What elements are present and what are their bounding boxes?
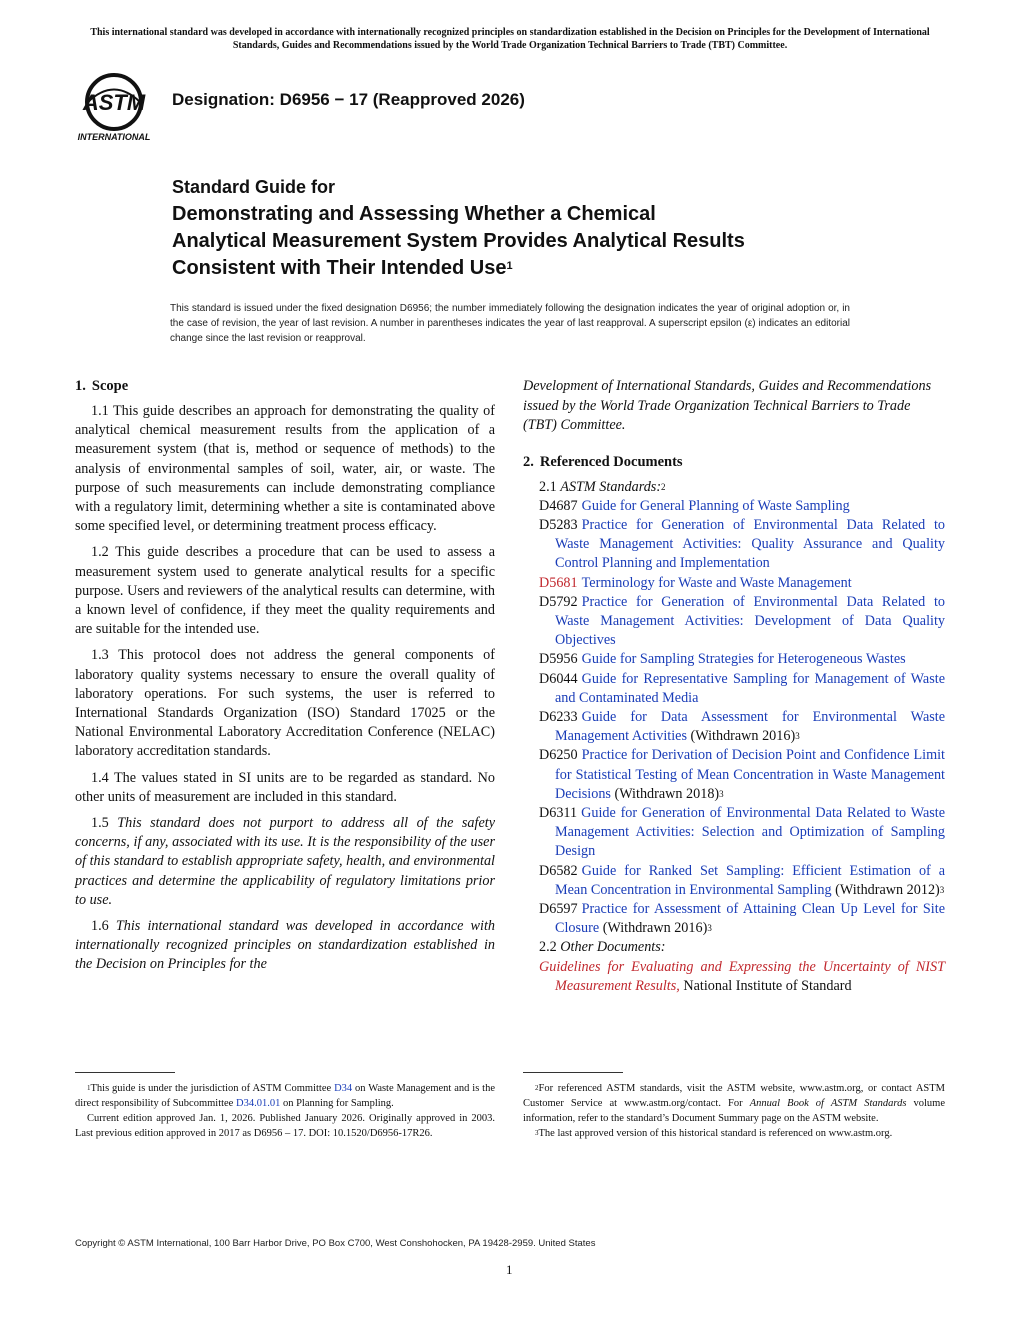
standard-link-d6044[interactable]: Guide for Representative Sampling for Management of Waste and Contaminated Media bbox=[555, 670, 945, 706]
title-line-3: Analytical Measurement System Provides Analytical Results bbox=[172, 230, 745, 252]
standard-item-d6044: D6044 Guide for Representative Sampling for Management of Waste and Contaminated Media bbox=[539, 670, 945, 706]
scope-para-1-6: 1.6 This international standard was developed in accordance with internationally recognized principles on standardization established in the Decision on Principles for the bbox=[75, 918, 495, 973]
scope-heading: 1. Scope bbox=[75, 378, 129, 394]
committee-d34-link[interactable]: D34 bbox=[334, 1083, 353, 1094]
title-line-1: Standard Guide for bbox=[172, 177, 336, 197]
standard-link-d6311[interactable]: Guide for Generation of Environmental Data Related to Waste Management Activities: Selection and Optimization of Sampling Design bbox=[555, 804, 945, 860]
footnote-rule-right bbox=[523, 1072, 623, 1073]
scope-para-1-2: 1.2 This guide describes a procedure that can be used to assess a measurement system used to generate analytical results for a specific purpose. Users and reviewers of the analytical results can determine, with a known level of confidence, if they meet the quality requirements and are suitable for the intended use. bbox=[75, 544, 495, 638]
standard-item-d5681: D5681 Terminology for Waste and Waste Management bbox=[539, 574, 852, 591]
document-title bbox=[172, 174, 932, 282]
scope-para-1-3: 1.3 This protocol does not address the general components of laboratory quality systems necessary to ensure the overall quality of laboratory operations. For such systems, the user is referred to International Standards Organization (ISO) Standard 17025 or the National Environmental Laboratory Accreditation Conference (NELAC) laboratory accreditation standards. bbox=[75, 647, 495, 760]
footnote-edition: Current edition approved Jan. 1, 2026. Published January 2026. Originally approved in 2003. Last previous edition approved in 2017 as D6956 – 17. DOI: 10.1520/D6956-17R26. bbox=[75, 1113, 495, 1139]
standard-item-d5792: D5792 Practice for Generation of Environmental Data Related to Waste Management Activities: Development of Data Quality Objectives bbox=[539, 593, 945, 649]
standard-link-d6233[interactable]: Guide for Data Assessment for Environmental Waste Management Activities bbox=[555, 708, 945, 745]
standard-item-d6582: D6582 Guide for Ranked Set Sampling: Efficient Estimation of a Mean Concentration in Environmental Sampling (Withdrawn 2012)$^3$ bbox=[539, 862, 945, 898]
scope-continuation: Development of International Standards, Guides and Recommendations issued by the World Trade Organization Technical Barriers to Trade (TBT) Committee. bbox=[523, 378, 932, 433]
standard-item-d6250: D6250 Practice for Derivation of Decision Point and Confidence Limit for Statistical Testing of Mean Concentration in Waste Management Decisions (Withdrawn 2018)$^3$ bbox=[539, 747, 945, 802]
standard-link-d5283[interactable]: Practice for Generation of Environmental Data Related to Waste Management Activities: Quality Assurance and Quality Control Planning and Implementation bbox=[555, 516, 945, 572]
footnote-3: $^3$The last approved version of this historical standard is referenced on www.astm.org. bbox=[535, 1128, 893, 1139]
standard-link-d6582[interactable]: Guide for Ranked Set Sampling: Efficient Estimation of a Mean Concentration in Environmental Sampling bbox=[555, 862, 945, 898]
standard-item-d5283: D5283 Practice for Generation of Environmental Data Related to Waste Management Activities: Quality Assurance and Quality Control Planning and Implementation bbox=[539, 516, 945, 572]
standard-link-d5792[interactable]: Practice for Generation of Environmental Data Related to Waste Management Activities: Development of Data Quality Objectives bbox=[555, 593, 945, 649]
standard-item-d5956: D5956 Guide for Sampling Strategies for Heterogeneous Wastes bbox=[539, 651, 906, 668]
other-documents-label: 2.2 Other Documents: bbox=[539, 939, 666, 956]
standard-link-d5956[interactable]: Guide for Sampling Strategies for Heterogeneous Wastes bbox=[581, 651, 906, 668]
logo-subtext: INTERNATIONAL bbox=[77, 132, 151, 142]
scope-para-1-4: 1.4 The values stated in SI units are to be regarded as standard. No other units of measurement are included in this standard. bbox=[75, 769, 495, 805]
standard-item-d6597: D6597 Practice for Assessment of Attaining Clean Up Level for Site Closure (Withdrawn 2016)$^3$ bbox=[539, 900, 945, 937]
astm-standards-label: 2.1 ASTM Standards:$^2$ bbox=[539, 478, 666, 495]
footnote-1: $^1$This guide is under the jurisdiction of ASTM Committee D34 on Waste Management and is the direct responsibility of Subcommittee D34.01.01 on Planning for Sampling. bbox=[75, 1083, 495, 1109]
other-document-item: Guidelines for Evaluating and Expressing the Uncertainty of NIST Measurement Results, National Institute of Standard bbox=[539, 958, 945, 994]
title-line-2: Demonstrating and Assessing Whether a Chemical bbox=[172, 203, 656, 225]
subcommittee-d34-01-01-link[interactable]: D34.01.01 bbox=[235, 1098, 281, 1109]
standard-item-d6311: D6311 Guide for Generation of Environmental Data Related to Waste Management Activities: Selection and Optimization of Sampling Design bbox=[539, 804, 945, 860]
footnotes-left bbox=[75, 1081, 495, 1141]
standards-list bbox=[523, 497, 945, 939]
left-column bbox=[75, 377, 495, 982]
standard-item-d6233: D6233 Guide for Data Assessment for Environmental Waste Management Activities (Withdrawn 2016)$^3$ bbox=[539, 708, 945, 745]
preamble: This standard is issued under the fixed designation D6956; the number immediately following the designation indicates the year of original adoption or, in the case of revision, the year of last revision. A number in parentheses indicates the year of last reapproval. A superscript epsilon (ε) indicates an editorial change since the last revision or reapproval. bbox=[170, 303, 850, 344]
footnotes-right bbox=[523, 1081, 945, 1141]
page-number: 1 bbox=[506, 1262, 513, 1277]
logo-text: ASTM bbox=[82, 90, 146, 115]
title-line-4: Consistent with Their Intended Use bbox=[172, 257, 507, 279]
right-column bbox=[523, 377, 945, 996]
standard-link-d4687[interactable]: Guide for General Planning of Waste Sampling bbox=[581, 497, 850, 514]
top-notice: This international standard was developed in accordance with internationally recognized principles on standardization established in the Decision on Principles for the Development of International Standards, Guides and Recommendations issued by the World Trade Organization Technical Barriers to Trade (TBT) Committee. bbox=[90, 27, 930, 51]
title-footnote-mark: 1 bbox=[506, 260, 513, 272]
footnote-rule-left bbox=[75, 1072, 175, 1073]
referenced-documents-heading: 2. Referenced Documents bbox=[523, 453, 683, 470]
standard-link-d6597[interactable]: Practice for Assessment of Attaining Clean Up Level for Site Closure bbox=[555, 900, 945, 937]
footnote-2: $^2$For referenced ASTM standards, visit the ASTM website, www.astm.org, or contact ASTM Customer Service at www.astm.org/contact. For Annual Book of ASTM Standards volume information, refer to the standard’s Document Summary page on the ASTM website. bbox=[523, 1083, 946, 1124]
designation: Designation: D6956 − 17 (Reapproved 2026) bbox=[172, 90, 525, 109]
standard-link-d6250[interactable]: Practice for Derivation of Decision Point and Confidence Limit for Statistical Testing of Mean Concentration in Waste Management Decisions bbox=[555, 747, 945, 802]
nist-guidelines-link[interactable]: Guidelines for Evaluating and Expressing the Uncertainty of NIST Measurement Results, bbox=[539, 958, 945, 994]
standard-link-d5681[interactable]: Terminology for Waste and Waste Management bbox=[581, 574, 852, 591]
standard-item-d4687: D4687 Guide for General Planning of Waste Sampling bbox=[539, 497, 850, 514]
scope-para-1-1: 1.1 This guide describes an approach for demonstrating the quality of analytical chemical measurement results from the application of a measurement system (that is, method or sequence of methods) to the analysis of environmental samples of soil, water, air, or waste. The purpose of such measurements can include demonstrating compliance with a regulatory limit, determining whether a site is contaminated above some specified level, or determining treatment process efficacy. bbox=[75, 403, 495, 535]
scope-para-1-5: 1.5 This standard does not purport to address all of the safety concerns, if any, associated with its use. It is the responsibility of the user of this standard to establish appropriate safety, health, and environmental practices and determine the applicability of regulatory limitations prior to use. bbox=[75, 815, 495, 908]
copyright: Copyright © ASTM International, 100 Barr Harbor Drive, PO Box C700, West Conshohocken, PA 19428-2959. United States bbox=[75, 1238, 596, 1249]
astm-logo bbox=[74, 72, 160, 144]
